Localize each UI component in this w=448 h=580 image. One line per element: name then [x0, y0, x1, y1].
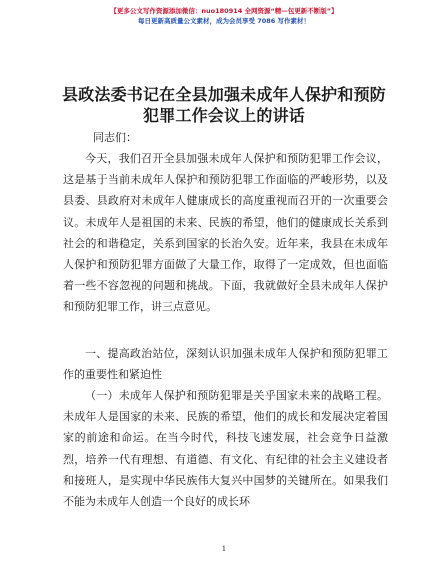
banner-line-1: 【更多公文写作资源添加微信：nuo180914 全网资源“精—包更新不断版”】 [110, 7, 338, 15]
document-title: 县政法委书记在全县加强未成年人保护和预防犯罪工作会议上的讲话 [61, 85, 386, 125]
paragraph-intro: 今天，我们召开全县加强未成年人保护和预防犯罪工作会议，这是基于当前未成年人保护和预防犯罪工作面临的严峻形势，以及县委、县政府对未成年人健康成长的高度重视而召开的一次重要会议。未成年人是祖国的未来、民族的希望，他们的健康成长关系到社会的和谐稳定，关系到国家的长治久安。近年来，我县在未成年人保护和预防犯罪方面做了大量工作，取得了一定成效，但也面临着一些不容忽视的问题和挑战。下面，我就做好全县未成年人保护和预防犯罪工作，讲三点意见。 [63, 152, 388, 314]
paragraph-section-1-1: （一）未成年人保护和预防犯罪是关乎国家未来的战略工程。未成年人是国家的未来、民族的希望，他们的成长和发展决定着国家的前途和命运。在当今时代，科技飞速发展，社会竞争日益激烈，培养一代有理想、有道德、有文化、有纪律的社会主义建设者和接班人，是实现中华民族伟大复兴中国梦的关键所在。如果我们不能为未成年人创造一个良好的成长环 [63, 389, 388, 509]
banner-line-2: 每日更新高质量公文素材，成为会员享受 7086 写作素材！ [137, 17, 311, 25]
salutation: 同志们： [93, 131, 137, 144]
header-banner [0, 6, 448, 26]
section-heading-1: 一、提高政治站位，深刻认识加强未成年人保护和预防犯罪工作的重要性和紧迫性 [63, 347, 388, 382]
page-number: 1 [221, 545, 227, 553]
